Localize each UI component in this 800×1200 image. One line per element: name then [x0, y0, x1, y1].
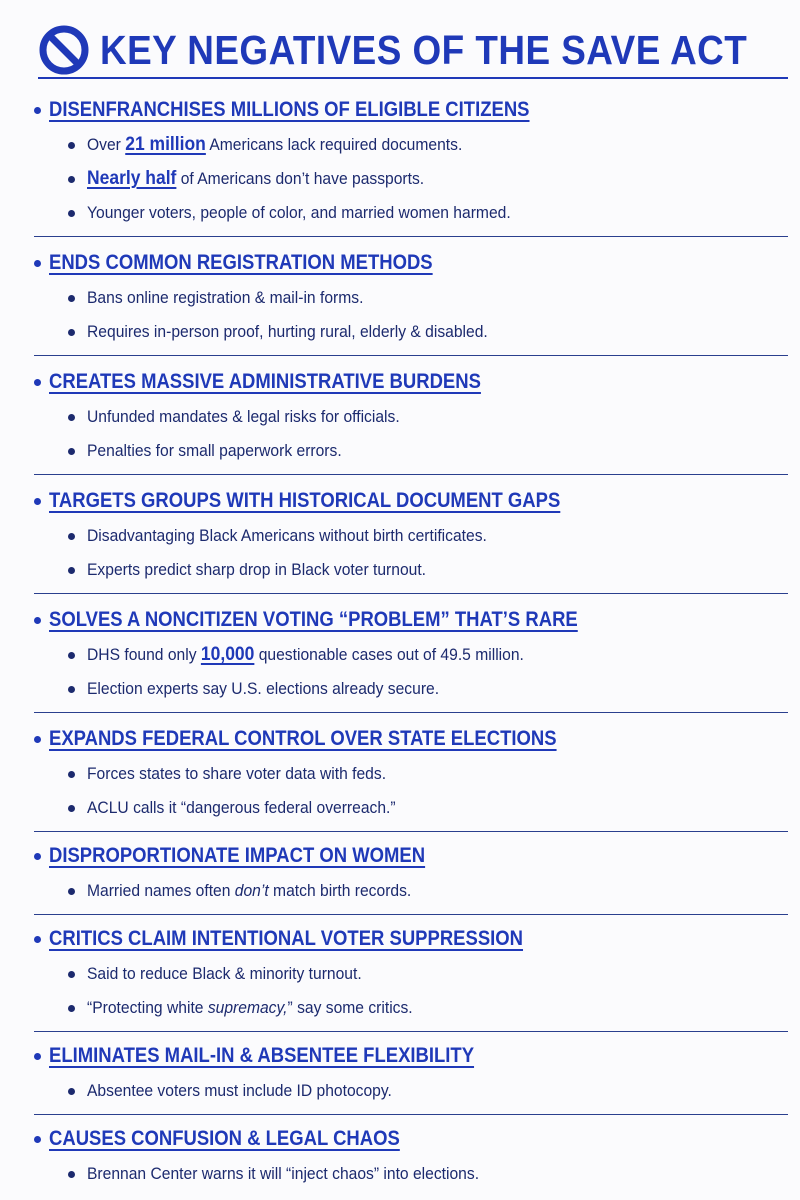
list-item: [68, 638, 788, 672]
text-segment: of Americans don’t have passports.: [176, 169, 425, 188]
bullet-list: [34, 519, 788, 587]
bullet-list: [34, 1074, 788, 1108]
bullet-list: [34, 957, 788, 1025]
prohibited-icon: [38, 24, 90, 76]
section-heading-text: ELIMINATES MAIL-IN & ABSENTEE FLEXIBILITY: [49, 1044, 475, 1067]
list-item-text: Forces states to share voter data with feds.: [87, 764, 387, 783]
bullet-dot-icon: [68, 448, 75, 455]
section-2: [34, 237, 788, 356]
section-heading-text: CAUSES CONFUSION & LEGAL CHAOS: [49, 1127, 400, 1150]
text-segment: Over: [87, 135, 126, 154]
emphasis-stat: Nearly half: [87, 168, 177, 189]
list-item-text: Said to reduce Black & minority turnout.: [87, 964, 362, 983]
list-item-text: Younger voters, people of color, and married women harmed.: [87, 203, 511, 222]
bullet-dot-icon: [34, 107, 41, 114]
section-heading-text: CREATES MASSIVE ADMINISTRATIVE BURDENS: [49, 370, 481, 393]
list-item-text: ACLU calls it “dangerous federal overreach.”: [87, 798, 396, 817]
list-item: [68, 519, 788, 553]
bullet-dot-icon: [34, 936, 41, 943]
bullet-dot-icon: [68, 533, 75, 540]
bullet-dot-icon: [68, 686, 75, 693]
list-item: [68, 672, 788, 706]
list-item: [68, 1074, 788, 1108]
section-heading: [34, 1121, 788, 1157]
title-divider: [38, 77, 788, 79]
section-3: [34, 356, 788, 475]
bullet-dot-icon: [68, 142, 75, 149]
section-heading: [34, 483, 788, 519]
section-heading-text: SOLVES A NONCITIZEN VOTING “PROBLEM” THAT’S RARE: [49, 608, 578, 631]
bullet-dot-icon: [34, 260, 41, 267]
section-heading-text: TARGETS GROUPS WITH HISTORICAL DOCUMENT GAPS: [49, 489, 561, 512]
section-7: [34, 832, 788, 915]
text-segment: match birth records.: [268, 881, 412, 900]
list-item: [68, 957, 788, 991]
list-item-text: [87, 168, 424, 190]
list-item-text: Disadvantaging Black Americans without birth certificates.: [87, 526, 487, 545]
header: [38, 22, 788, 78]
list-item: [68, 434, 788, 468]
text-segment: questionable cases out of 49.5 million.: [254, 645, 524, 664]
bullet-dot-icon: [68, 414, 75, 421]
bullet-dot-icon: [68, 176, 75, 183]
bullet-dot-icon: [68, 1171, 75, 1178]
bullet-dot-icon: [68, 771, 75, 778]
sections-list: [34, 86, 788, 1195]
bullet-list: [34, 638, 788, 706]
bullet-dot-icon: [34, 1053, 41, 1060]
bullet-list: [34, 128, 788, 230]
bullet-dot-icon: [68, 329, 75, 336]
text-segment: “Protecting white: [87, 998, 208, 1017]
list-item-text: Absentee voters must include ID photocopy.: [87, 1081, 392, 1100]
list-item: [68, 128, 788, 162]
bullet-dot-icon: [68, 295, 75, 302]
bullet-dot-icon: [68, 971, 75, 978]
section-heading: [34, 721, 788, 757]
list-item: [68, 162, 788, 196]
list-item: [68, 791, 788, 825]
list-item: [68, 553, 788, 587]
list-item: [68, 196, 788, 230]
emphasis-stat: 10,000: [200, 644, 255, 665]
text-segment: Americans lack required documents.: [205, 135, 463, 154]
list-item-text: [87, 134, 462, 156]
list-item-text: Requires in-person proof, hurting rural, elderly & disabled.: [87, 322, 488, 341]
italic-text: supremacy,: [207, 998, 288, 1017]
bullet-dot-icon: [34, 617, 41, 624]
section-9: [34, 1032, 788, 1115]
section-heading: [34, 364, 788, 400]
section-heading-text: ENDS COMMON REGISTRATION METHODS: [49, 251, 433, 274]
bullet-dot-icon: [34, 1136, 41, 1143]
list-item: [68, 874, 788, 908]
list-item: [68, 991, 788, 1025]
bullet-list: [34, 1157, 788, 1191]
section-heading-text: CRITICS CLAIM INTENTIONAL VOTER SUPPRESSION: [49, 927, 524, 950]
section-6: [34, 713, 788, 832]
section-heading: [34, 838, 788, 874]
list-item-text: Bans online registration & mail-in forms.: [87, 288, 364, 307]
list-item-text: [87, 644, 524, 666]
emphasis-stat: 21 million: [125, 134, 206, 155]
list-item-text: Election experts say U.S. elections already secure.: [87, 679, 440, 698]
bullet-dot-icon: [68, 567, 75, 574]
bullet-list: [34, 874, 788, 908]
list-item: [68, 281, 788, 315]
bullet-dot-icon: [34, 498, 41, 505]
list-item-text: Brennan Center warns it will “inject chaos” into elections.: [87, 1164, 480, 1183]
section-heading-text: DISENFRANCHISES MILLIONS OF ELIGIBLE CITIZENS: [49, 98, 530, 121]
section-5: [34, 594, 788, 713]
section-heading: [34, 92, 788, 128]
list-item-text: Penalties for small paperwork errors.: [87, 441, 342, 460]
list-item: [68, 1157, 788, 1191]
bullet-dot-icon: [34, 736, 41, 743]
list-item-text: [87, 881, 411, 901]
list-item-text: Experts predict sharp drop in Black voter turnout.: [87, 560, 427, 579]
section-8: [34, 915, 788, 1032]
list-item-text: Unfunded mandates & legal risks for officials.: [87, 407, 400, 426]
text-segment: ” say some critics.: [287, 998, 413, 1017]
section-10: [34, 1115, 788, 1195]
bullet-dot-icon: [68, 210, 75, 217]
bullet-dot-icon: [68, 1088, 75, 1095]
list-item: [68, 757, 788, 791]
section-heading: [34, 1038, 788, 1074]
section-heading: [34, 602, 788, 638]
text-segment: Married names often: [87, 881, 235, 900]
section-1: [34, 86, 788, 237]
bullet-dot-icon: [68, 652, 75, 659]
bullet-list: [34, 281, 788, 349]
text-segment: DHS found only: [87, 645, 201, 664]
section-heading: [34, 245, 788, 281]
section-heading-text: DISPROPORTIONATE IMPACT ON WOMEN: [49, 844, 426, 867]
page-title: KEY NEGATIVES OF THE SAVE ACT: [100, 26, 748, 73]
bullet-dot-icon: [34, 853, 41, 860]
bullet-list: [34, 757, 788, 825]
section-heading-text: EXPANDS FEDERAL CONTROL OVER STATE ELECTIONS: [49, 727, 557, 750]
bullet-dot-icon: [68, 888, 75, 895]
italic-text: don’t: [234, 881, 269, 900]
bullet-dot-icon: [34, 379, 41, 386]
section-heading: [34, 921, 788, 957]
list-item: [68, 400, 788, 434]
list-item: [68, 315, 788, 349]
list-item-text: [87, 998, 413, 1018]
section-4: [34, 475, 788, 594]
bullet-list: [34, 400, 788, 468]
bullet-dot-icon: [68, 1005, 75, 1012]
bullet-dot-icon: [68, 805, 75, 812]
